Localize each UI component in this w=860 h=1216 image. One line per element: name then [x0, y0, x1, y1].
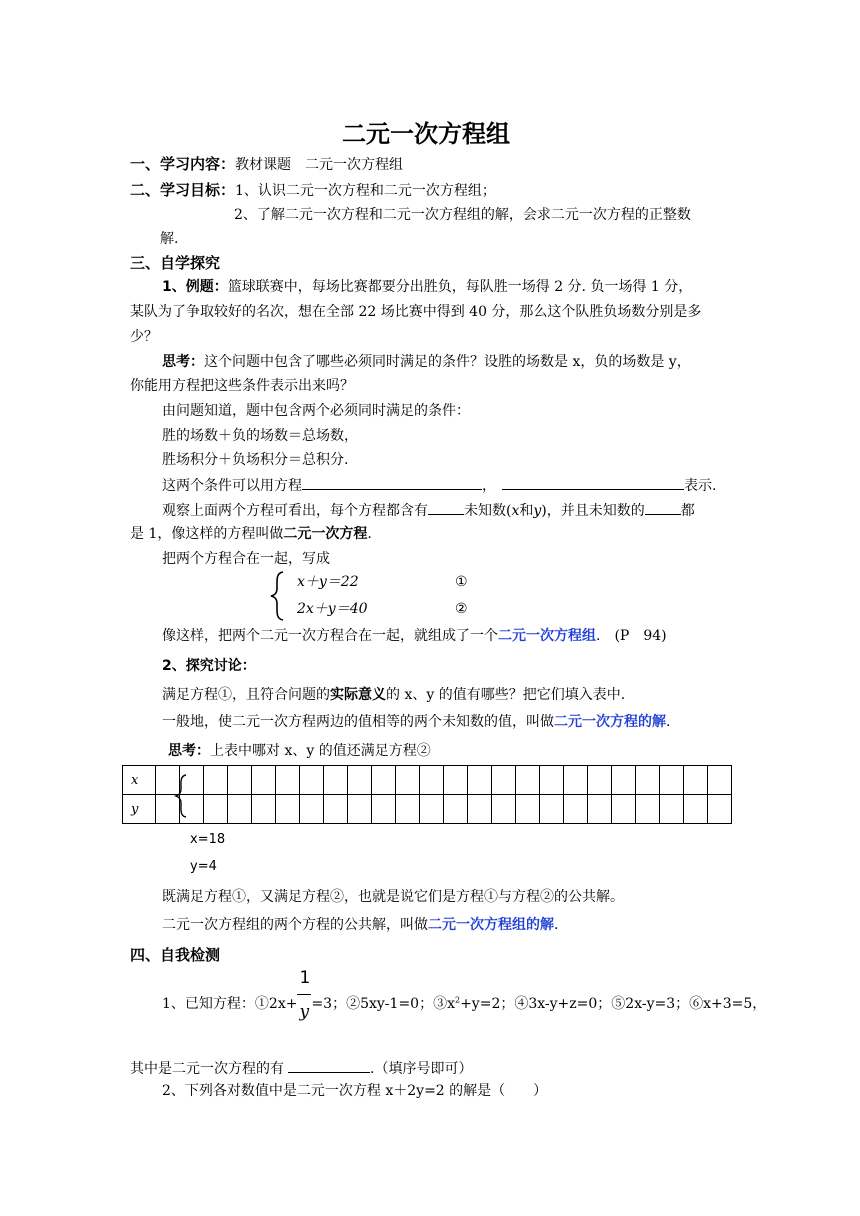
table-cell[interactable] [516, 795, 540, 824]
table-cell[interactable] [396, 795, 420, 824]
table-cell[interactable] [204, 766, 228, 795]
think2-line [168, 741, 431, 761]
table-row-label: y [123, 795, 156, 824]
discussion-text: 的 x、y 的值有哪些？把它们填入表中. [386, 687, 626, 703]
table-cell[interactable] [612, 795, 636, 824]
table-row-x [123, 766, 732, 795]
table-cell[interactable] [492, 766, 516, 795]
example-text: 篮球联赛中，每场比赛都要分出胜负，每队胜一场得 2 分. 负一场得 1 分， [227, 279, 693, 295]
table-cell[interactable] [708, 766, 732, 795]
table-cell[interactable] [228, 795, 252, 824]
answer-y: y=4 [190, 859, 217, 874]
table-cell[interactable] [252, 766, 276, 795]
express-comma: ， [482, 478, 496, 494]
express-end: 表示. [684, 478, 717, 494]
equation-blank-2[interactable] [502, 475, 684, 490]
table-cell[interactable] [540, 795, 564, 824]
answer-blank[interactable] [288, 1058, 370, 1073]
think2-text: 上表中哪对 x、y 的值还满足方程② [210, 743, 431, 759]
table-cell[interactable] [708, 795, 732, 824]
observe-text: . [367, 526, 372, 542]
condition-intro: 由问题知道，题中包含两个必须同时满足的条件： [162, 403, 470, 419]
goal-2-cont: 解. [160, 231, 179, 247]
table-cell[interactable] [444, 795, 468, 824]
combine-line: 把两个方程合在一起，写成 [162, 551, 330, 567]
observe-text: 未知数( [464, 503, 512, 519]
question-1-tail [130, 1058, 472, 1079]
table-cell[interactable] [684, 766, 708, 795]
fraction-bar [297, 994, 311, 995]
think-label: 思考： [162, 354, 204, 370]
system-text: 像这样，把两个二元一次方程合在一起，就组成了一个 [162, 628, 498, 644]
think-line-2: 你能用方程把这些条件表示出来吗？ [130, 378, 354, 394]
xy-value-table [122, 765, 732, 824]
section-learning-content [130, 154, 403, 175]
example-line-1 [162, 277, 692, 297]
observe-text: 是 1，像这样的方程叫做 [130, 526, 284, 542]
section-heading-self-check: 四、自我检测 [130, 946, 221, 964]
express-text: 这两个条件可以用方程 [162, 478, 302, 494]
solution-text: . [666, 714, 671, 730]
section-heading: 二、学习目标： [130, 181, 236, 199]
observe-line-2 [130, 524, 372, 544]
observe-line-1 [162, 500, 695, 521]
table-cell[interactable] [588, 795, 612, 824]
system-brace [268, 570, 286, 622]
exponent: 2 [454, 995, 461, 1005]
table-cell[interactable] [252, 795, 276, 824]
table-cell[interactable] [444, 766, 468, 795]
unknown-count-blank[interactable] [428, 500, 464, 515]
table-cell[interactable] [300, 766, 324, 795]
table-cell[interactable] [516, 766, 540, 795]
question-text: =3；②5xy-1=0；③x [311, 996, 455, 1012]
discussion-text: 满足方程①，且符合问题的 [162, 687, 330, 703]
table-cell[interactable] [564, 766, 588, 795]
table-cell[interactable] [564, 795, 588, 824]
equation-2: 2x＋y＝40 [297, 601, 368, 617]
observe-text: 和 [519, 503, 534, 519]
section-text: 教材课题 二元一次方程组 [235, 157, 404, 173]
goal-1: 1、认识二元一次方程和二元一次方程组； [235, 183, 496, 199]
express-line [162, 475, 716, 496]
table-brace [174, 773, 188, 819]
table-cell[interactable] [660, 766, 684, 795]
question-1 [162, 968, 767, 1022]
fraction-1-over-y [297, 968, 311, 1022]
section-heading: 一、学习内容： [130, 155, 236, 173]
equation-1: x＋y＝22 [297, 574, 359, 590]
definition-text: . [554, 917, 559, 933]
condition-2: 胜场积分＋负场积分＝总积分. [162, 452, 349, 468]
table-cell[interactable] [396, 766, 420, 795]
table-cell[interactable] [636, 766, 660, 795]
discussion-line [162, 685, 625, 705]
term-linear-equation: 二元一次方程 [283, 526, 368, 542]
table-cell[interactable] [228, 766, 252, 795]
equation-1-marker: ① [455, 574, 468, 590]
term-practical-meaning: 实际意义 [330, 687, 386, 703]
table-cell[interactable] [588, 766, 612, 795]
table-cell[interactable] [636, 795, 660, 824]
table-cell[interactable] [372, 766, 396, 795]
think-text: 这个问题中包含了哪些必须同时满足的条件？设胜的场数是 x，负的场数是 y， [204, 354, 691, 370]
equation-2-marker: ② [455, 601, 468, 617]
example-line-3: 少？ [130, 329, 158, 345]
table-cell[interactable] [492, 795, 516, 824]
example-label: 1、例题： [162, 279, 228, 295]
system-solution-definition [162, 915, 558, 935]
table-cell[interactable] [660, 795, 684, 824]
table-cell[interactable] [300, 795, 324, 824]
table-cell[interactable] [276, 766, 300, 795]
table-cell[interactable] [348, 766, 372, 795]
question-2: 2、下列各对数值中是二元一次方程 x＋2y=2 的解是（ ） [162, 1083, 548, 1099]
var-x: x [511, 503, 520, 519]
degree-blank[interactable] [645, 500, 681, 515]
common-solution-line: 既满足方程①，又满足方程②，也就是说它们是方程①与方程②的公共解。 [162, 889, 624, 905]
condition-1: 胜的场数＋负的场数＝总场数， [162, 428, 358, 444]
discussion-heading: 2、探究讨论： [162, 658, 256, 674]
table-cell[interactable] [372, 795, 396, 824]
example-line-2: 某队为了争取较好的名次，想在全部 22 场比赛中得到 40 分，那么这个队胜负场数分别是多 [130, 304, 702, 320]
table-cell[interactable] [612, 766, 636, 795]
table-cell[interactable] [540, 766, 564, 795]
term-equation-solution: 二元一次方程的解 [554, 714, 666, 730]
table-cell[interactable] [468, 795, 492, 824]
system-text: . [596, 628, 601, 644]
answer-x: x=18 [190, 832, 226, 847]
term-system-solution: 二元一次方程组的解 [428, 917, 554, 933]
section-heading-self-study: 三、自学探究 [130, 254, 221, 272]
equation-blank-1[interactable] [302, 475, 482, 490]
table-cell[interactable] [348, 795, 372, 824]
solution-text: 一般地，使二元一次方程两边的值相等的两个未知数的值，叫做 [162, 714, 554, 730]
fraction-numerator: 1 [299, 968, 311, 988]
definition-text: 二元一次方程组的两个方程的公共解，叫做 [162, 917, 428, 933]
table-cell[interactable] [420, 795, 444, 824]
table-cell[interactable] [324, 766, 348, 795]
think-line-1 [162, 352, 691, 372]
table-cell[interactable] [204, 795, 228, 824]
question-text: 1、已知方程：①2x+ [162, 996, 298, 1012]
table-cell[interactable] [684, 795, 708, 824]
page-title: 二元一次方程组 [342, 120, 510, 148]
table-cell[interactable] [420, 766, 444, 795]
think2-label: 思考： [168, 743, 210, 759]
observe-text: 都 [680, 503, 695, 519]
table-row-y [123, 795, 732, 824]
question-text: +y=2；④3x-y+z=0；⑤2x-y=3；⑥x+3=5， [460, 996, 767, 1012]
page-reference: (P 94) [614, 628, 667, 644]
table-row-label: x [123, 766, 156, 795]
solution-definition-line [162, 712, 670, 732]
term-linear-system: 二元一次方程组 [498, 628, 596, 644]
table-cell[interactable] [324, 795, 348, 824]
system-definition-line [162, 626, 667, 646]
section-learning-goals [130, 180, 496, 201]
var-y: y [533, 503, 542, 519]
goal-2: 2、了解二元一次方程和二元一次方程组的解，会求二元一次方程的正整数 [234, 207, 691, 223]
question-text: .（填序号即可） [370, 1061, 473, 1077]
observe-text: 观察上面两个方程可看出，每个方程都含有 [162, 503, 428, 519]
observe-text: )，并且未知数的 [541, 503, 645, 519]
fraction-denominator: y [299, 1002, 310, 1022]
question-text: 其中是二元一次方程的有 [130, 1061, 284, 1077]
table-cell[interactable] [276, 795, 300, 824]
table-cell[interactable] [468, 766, 492, 795]
